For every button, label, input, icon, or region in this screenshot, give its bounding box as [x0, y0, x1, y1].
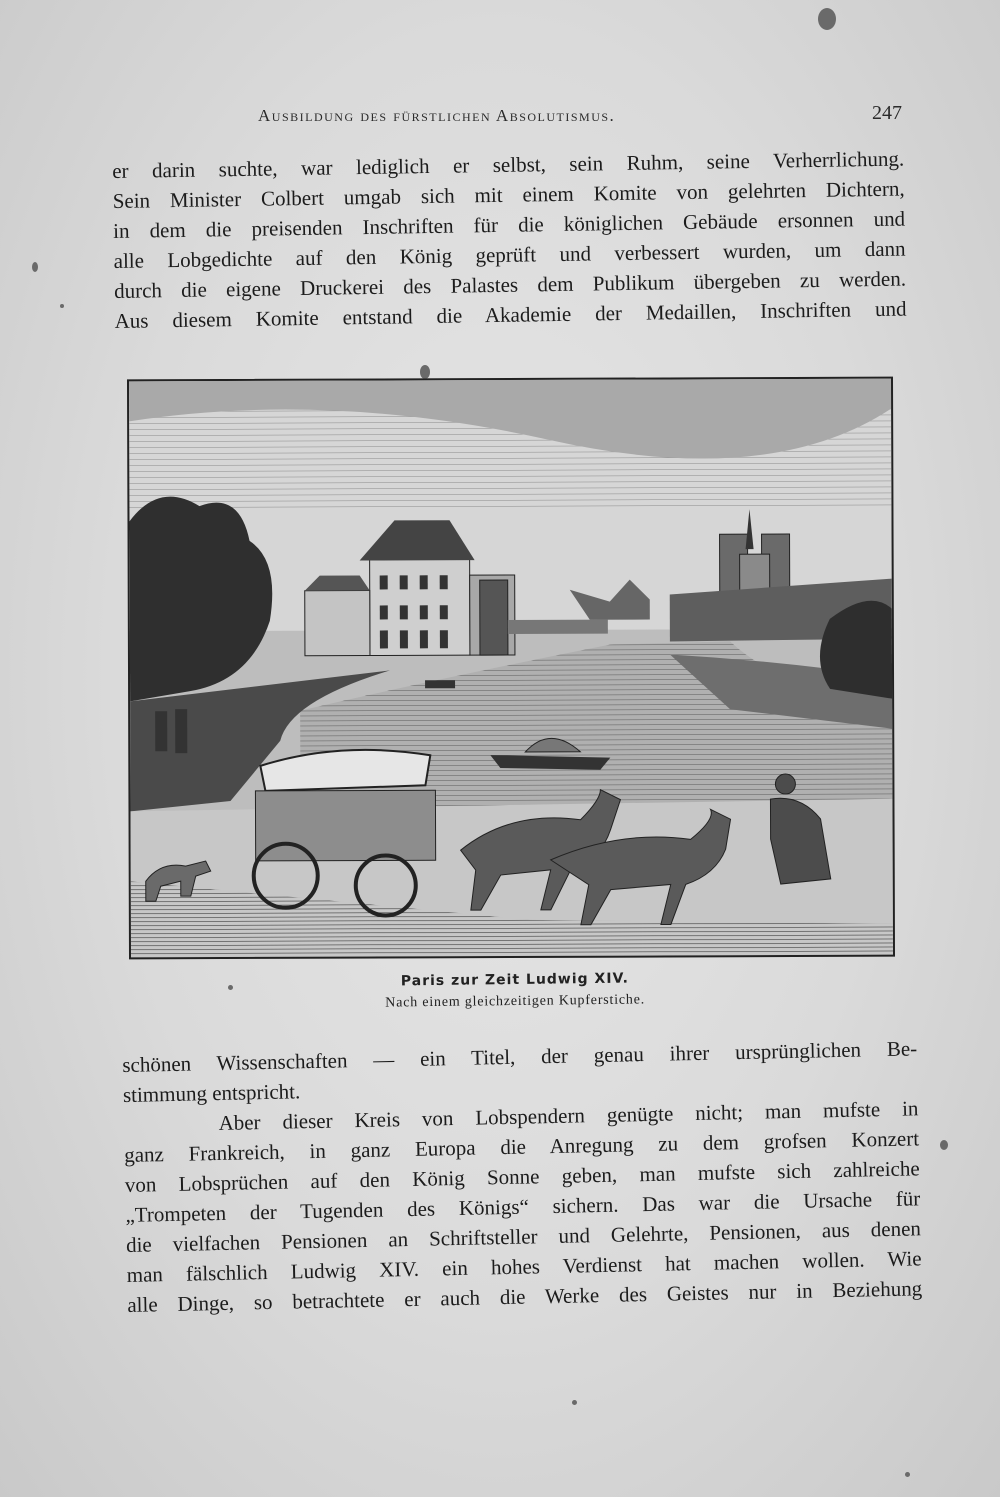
- text-line: alle Lobgedichte auf den König geprüft und verbessert wurden, um dann: [113, 236, 906, 273]
- round-tower: [480, 580, 508, 655]
- page-header: [258, 102, 908, 136]
- text-line: schönen Wissenschaften — ein Titel, der genau ihrer ursprünglichen Be-: [122, 1036, 918, 1077]
- running-title: Ausbildung des fürstlichen Absolutismus.: [258, 106, 616, 125]
- text-line: Aus diesem Komite entstand die Akademie der Medaillen, Inschriften und: [114, 296, 907, 333]
- text-line: alle Dinge, so betrachtete er auch die Werke des Geistes nur in Beziehung: [127, 1276, 923, 1317]
- body-text-bottom: [122, 1033, 922, 1320]
- figure-caption: [300, 969, 730, 1012]
- paper-stain: [420, 365, 430, 379]
- page-number: 247: [872, 102, 902, 124]
- paper-stain: [572, 1400, 577, 1405]
- paper-stain: [905, 1472, 910, 1477]
- bridge: [508, 620, 608, 634]
- text-line: stimmung entspricht.: [122, 1079, 301, 1107]
- caption-subtitle: Nach einem gleichzeitigen Kupferstiche.: [385, 992, 646, 1011]
- text-line: Sein Minister Colbert umgab sich mit einem Komite von gelehrten Dichtern,: [112, 176, 905, 213]
- text-line: von Lobsprüchen auf den König Sonne geben, man mufste sich zahlreiche: [124, 1156, 920, 1197]
- small-boat: [425, 680, 455, 688]
- engraving-drawing: [129, 379, 893, 958]
- paper-stain: [32, 262, 38, 272]
- text-line: durch die eigene Druckerei des Palastes dem Publikum übergeben zu werden.: [113, 266, 907, 303]
- paper-stain: [228, 985, 233, 990]
- text-line: die vielfachen Pensionen an Schriftsteller und Gelehrte, Pensionen, aus denen: [125, 1216, 922, 1257]
- paper-stain: [940, 1140, 948, 1150]
- text-line: er darin suchte, war lediglich er selbst, sein Ruhm, seine Verherrlichung.: [112, 146, 905, 183]
- body-text-top: [112, 144, 907, 336]
- text-line: ganz Frankreich, in ganz Europa die Anregung zu dem grofsen Konzert: [123, 1126, 920, 1167]
- text-line: „Trompeten der Tugenden des Königs“ sichern. Das war die Ursache für: [125, 1186, 921, 1227]
- caption-title: Paris zur Zeit Ludwig XIV.: [400, 970, 629, 990]
- text-line: Aber dieser Kreis von Lobspendern genügte nicht; man mufste in: [218, 1096, 919, 1135]
- text-line: in dem die preisenden Inschriften für die königlichen Gebäude ersonnen und: [112, 206, 906, 243]
- paper-stain: [818, 8, 836, 30]
- paper-stain: [60, 304, 64, 308]
- engraving-illustration: [127, 377, 895, 960]
- text-line: man fälschlich Ludwig XIV. ein hohes Verdienst hat machen wollen. Wie: [126, 1246, 922, 1287]
